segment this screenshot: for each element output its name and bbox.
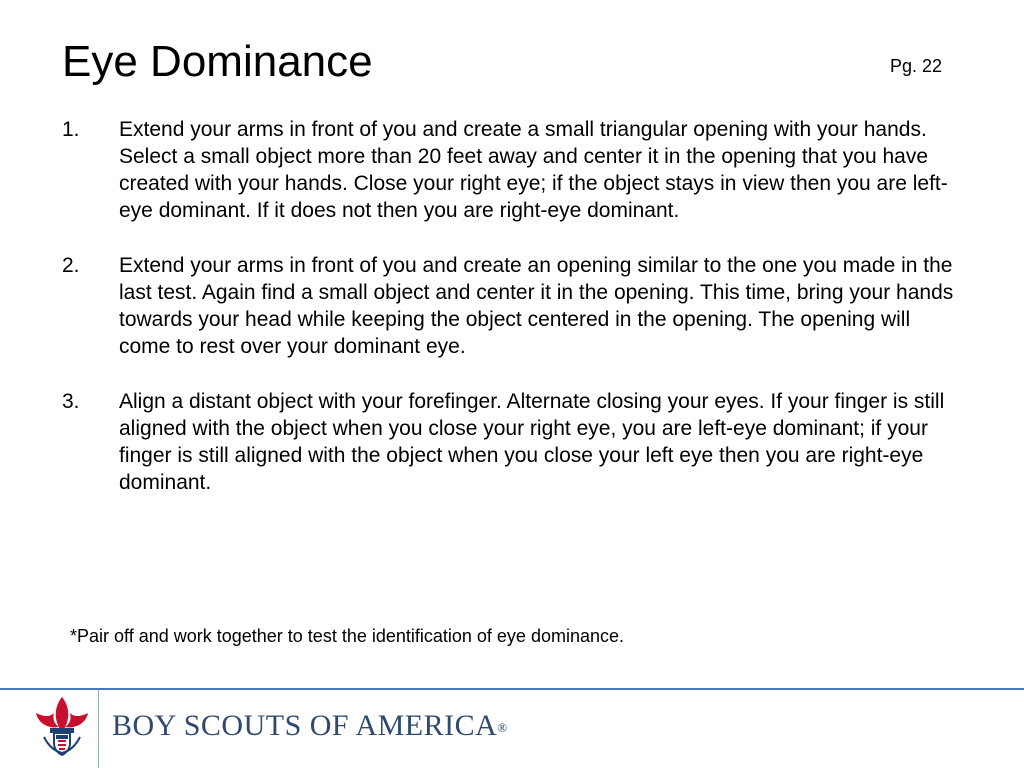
step-text: Align a distant object with your forefinger. Alternate closing your eyes. If your finger is still aligned with the object when you close your right eye, you are left-eye dominant; if your finger is still aligned with the object when you close your left eye then you are right-eye dominant. (119, 390, 945, 494)
org-name-text: BOY SCOUTS OF AMERICA (112, 709, 498, 742)
pair-off-note: *Pair off and work together to test the identification of eye dominance. (70, 626, 625, 646)
registered-mark: ® (497, 720, 508, 735)
step-number: 2. (62, 254, 80, 277)
slide-title: Eye Dominance (62, 37, 373, 86)
org-name (112, 709, 508, 743)
footer-rule (0, 688, 1024, 690)
step-text: Extend your arms in front of you and create an opening similar to the one you made in the last test. Again find a small object and center it in the opening. This time, bring your hands towards your head while keeping the object centered in the opening. The opening will come to rest over your dominant eye. (119, 254, 954, 358)
step-number: 3. (62, 390, 80, 413)
bsa-fleur-de-lis-logo-icon (30, 693, 94, 759)
steps-list (62, 116, 967, 524)
footer-divider (98, 690, 99, 768)
page-reference: Pg. 22 (890, 56, 943, 76)
step-item (62, 388, 967, 496)
step-item (62, 252, 967, 360)
step-number: 1. (62, 118, 80, 141)
step-text: Extend your arms in front of you and create a small triangular opening with your hands. Select a small object more than 20 feet away and center it in the opening that you have created with your hands. Close your right eye; if the object stays in view then you are left-eye dominant. If it does not then you are right-eye dominant. (119, 118, 948, 222)
step-item (62, 116, 967, 224)
